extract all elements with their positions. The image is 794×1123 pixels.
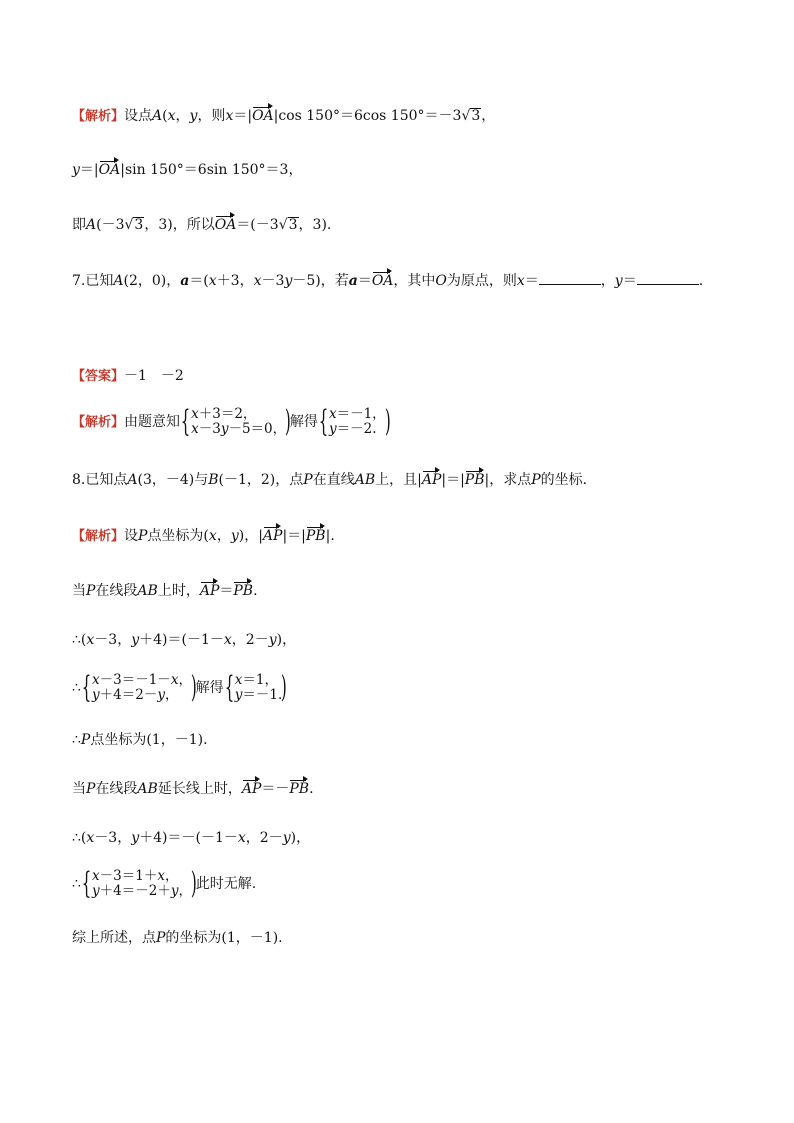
analysis-8-line-5: ∴P点坐标为(1，－1). [72,732,208,748]
analysis-8-line-3: ∴(x－3，y＋4)＝(－1－x，2－y)， [72,632,297,648]
analysis-tag: 【解析】 [72,415,125,430]
answer-blank-x[interactable] [539,272,601,285]
equation-system: { x－3＝－1－x， y＋4＝2－y， ) [81,670,197,705]
vector-ap: AP [199,583,220,599]
vector-ap: AP [241,781,262,797]
analysis-8-line-6: 当P在线段AB延长线上时，AP＝－PB. [72,781,314,797]
vector-oa: OA [214,217,237,233]
question-7: 7.已知A(2，0)，a＝(x＋3，x－3y－5)，若a＝OA，其中O为原点，则x＝ ，y＝ . [72,273,704,289]
analysis-tag: 【解析】 [72,529,125,544]
vector-pb: PB [464,472,485,488]
vector-ap: AP [262,528,283,544]
question-8: 8.已知点A(3，－4)与B(－1，2)，点P在直线AB上，且|AP|＝|PB|，求点P的坐标. [72,472,588,488]
vector-oa: OA [252,108,274,124]
vector-ap: AP [421,472,442,488]
vector-oa: OA [98,162,121,178]
equation-system: { x＋3＝2， x－3y－5＝0， ) [180,404,291,439]
vector-pb: PB [289,781,310,797]
solution-system: { x＝1， y＝－1. ) [224,670,288,705]
analysis-7: 【解析】由题意知 { x＋3＝2， x－3y－5＝0， ) 解得 { x＝－1， y＝－2. ) [72,404,391,439]
analysis-8-line-4: ∴ { x－3＝－1－x， y＋4＝2－y， ) 解得 { x＝1， y＝－1. ) [72,670,288,705]
analysis-line-2: y＝|OA|sin 150°＝6sin 150°＝3， [72,162,303,178]
analysis-8-line-9: 综上所述，点P的坐标为(1，－1). [72,930,283,946]
vector-pb: PB [233,583,254,599]
analysis-line-3: 即A(－3√3，3)，所以OA＝(－3√3，3). [72,217,332,233]
solution-system: { x＝－1， y＝－2. ) [318,404,391,439]
equation-system: { x－3＝1＋x， y＋4＝－2＋y， ) [81,866,197,901]
analysis-line-1: 【解析】设点A(x，y，则x＝|OA|cos 150°＝6cos 150°＝－3√3， [72,108,496,124]
answer-blank-y[interactable] [637,272,699,285]
answer-tag: 【答案】 [72,369,125,384]
analysis-8-line-1: 【解析】设P点坐标为(x，y)，|AP|＝|PB|. [72,528,335,544]
analysis-8-line-2: 当P在线段AB上时，AP＝PB. [72,583,258,599]
vector-pb: PB [305,528,326,544]
analysis-tag: 【解析】 [72,109,125,124]
vector-oa: OA [371,273,394,289]
analysis-8-line-7: ∴(x－3，y＋4)＝－(－1－x，2－y)， [72,830,311,846]
answer-7: 【答案】－1 －2 [72,368,184,384]
analysis-8-line-8: ∴ { x－3＝1＋x， y＋4＝－2＋y， ) 此时无解. [72,866,257,901]
